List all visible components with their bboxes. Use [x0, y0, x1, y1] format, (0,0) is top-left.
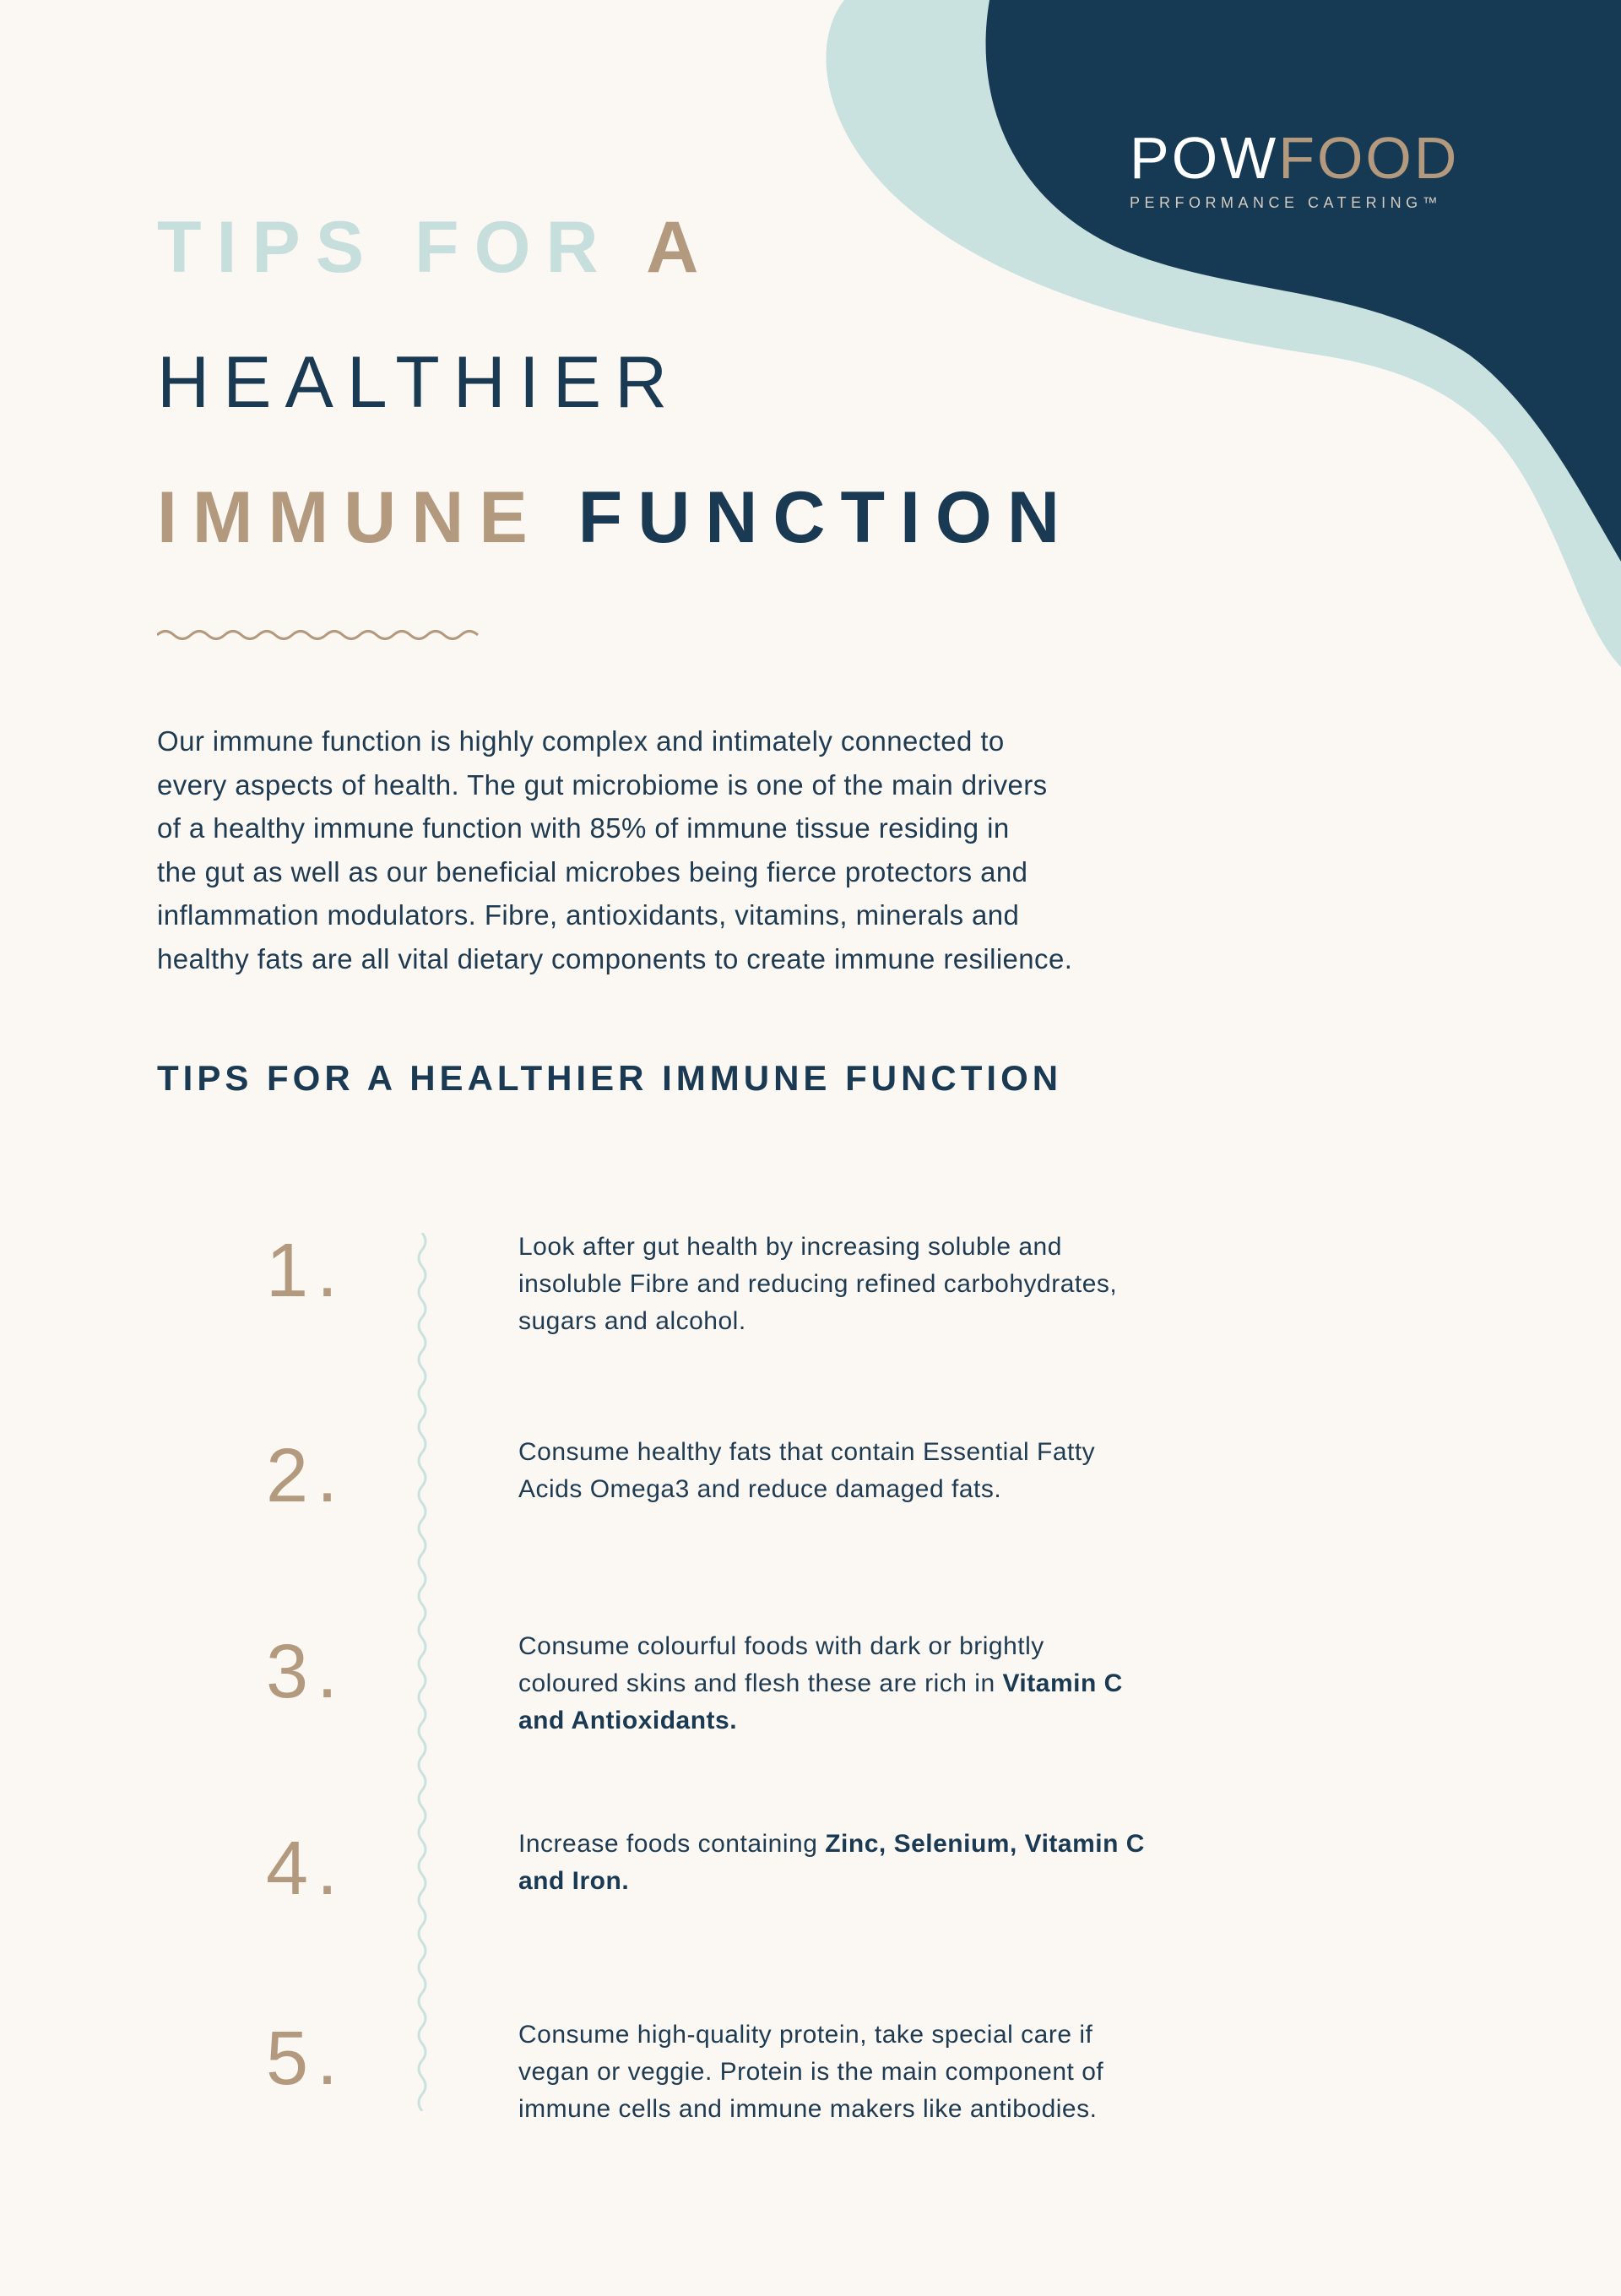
tip-number-1: 1.	[265, 1229, 346, 1313]
tip-text-bold: and Antioxidants.	[518, 1707, 738, 1734]
tip-number-2: 2.	[265, 1434, 346, 1518]
corner-decoration	[0, 0, 1621, 676]
tip-line: Acids Omega3 and reduce damaged fats.	[518, 1475, 1002, 1503]
tip-line	[518, 1863, 1261, 1900]
tip-text-bold: Vitamin C	[1002, 1669, 1123, 1697]
tip-number-5: 5.	[265, 2016, 346, 2101]
tip-line: Consume healthy fats that contain Essential Fatty	[518, 1438, 1096, 1466]
hero-title-tips-for: TIPS FOR	[157, 207, 647, 288]
tip-line: Look after gut health by increasing soluble and	[518, 1233, 1062, 1261]
brand-name-pow: POW	[1130, 125, 1279, 191]
intro-line: the gut as well as our beneficial microbes being fierce protectors and	[157, 855, 1028, 887]
hero-title-line-3	[157, 477, 1075, 558]
brand-wordmark	[1130, 125, 1467, 191]
intro-line: every aspects of health. The gut microbiome is one of the main drivers	[157, 768, 1048, 801]
tip-line: Consume high-quality protein, take special care if	[518, 2021, 1093, 2049]
hero-title-line-2: HEALTHIER	[157, 342, 681, 423]
tip-line	[518, 1826, 1261, 1863]
tip-text-plain: Increase foods containing	[518, 1830, 826, 1858]
hero-title-line-1	[157, 207, 714, 288]
tip-line: vegan or veggie. Protein is the main component of	[518, 2058, 1104, 2086]
hero-title-a: A	[646, 207, 714, 288]
squiggle-divider	[157, 625, 495, 645]
intro-paragraph	[157, 719, 1255, 980]
tip-line: insoluble Fibre and reducing refined carbohydrates,	[518, 1270, 1118, 1298]
tip-text-5	[518, 2016, 1261, 2128]
hero-title-immune: IMMUNE	[157, 477, 543, 558]
intro-line: Our immune function is highly complex and intimately connected to	[157, 725, 1005, 757]
intro-line: of a healthy immune function with 85% of immune tissue residing in	[157, 812, 1010, 844]
brand-logo	[1130, 125, 1467, 212]
tip-number-3: 3.	[265, 1630, 346, 1714]
section-heading: TIPS FOR A HEALTHIER IMMUNE FUNCTION	[157, 1058, 1063, 1098]
brand-name-food: FOOD	[1278, 125, 1460, 191]
tip-line	[518, 1702, 1261, 1740]
tips-wavy-line	[414, 1233, 431, 2111]
tip-line	[518, 1665, 1261, 1702]
tip-text-2	[518, 1434, 1261, 1508]
intro-line: healthy fats are all vital dietary components to create immune resilience.	[157, 942, 1073, 974]
tip-text-bold: and Iron.	[518, 1867, 630, 1895]
tip-text-4	[518, 1826, 1261, 1900]
hero-title-function: FUNCTION	[577, 477, 1075, 558]
tip-text-3	[518, 1628, 1261, 1740]
tip-text-1	[518, 1229, 1261, 1340]
tip-line: Consume colourful foods with dark or brightly	[518, 1632, 1044, 1660]
tip-line: sugars and alcohol.	[518, 1307, 746, 1335]
tip-text-bold: Zinc, Selenium, Vitamin C	[825, 1830, 1145, 1858]
intro-line: inflammation modulators. Fibre, antioxidants, vitamins, minerals and	[157, 899, 1020, 931]
brand-tagline: PERFORMANCE CATERING™	[1130, 194, 1443, 211]
tip-text-plain: coloured skins and flesh these are rich in	[518, 1669, 1003, 1697]
tip-number-4: 4.	[265, 1826, 346, 1911]
tip-line: immune cells and immune makers like antibodies.	[518, 2095, 1098, 2123]
